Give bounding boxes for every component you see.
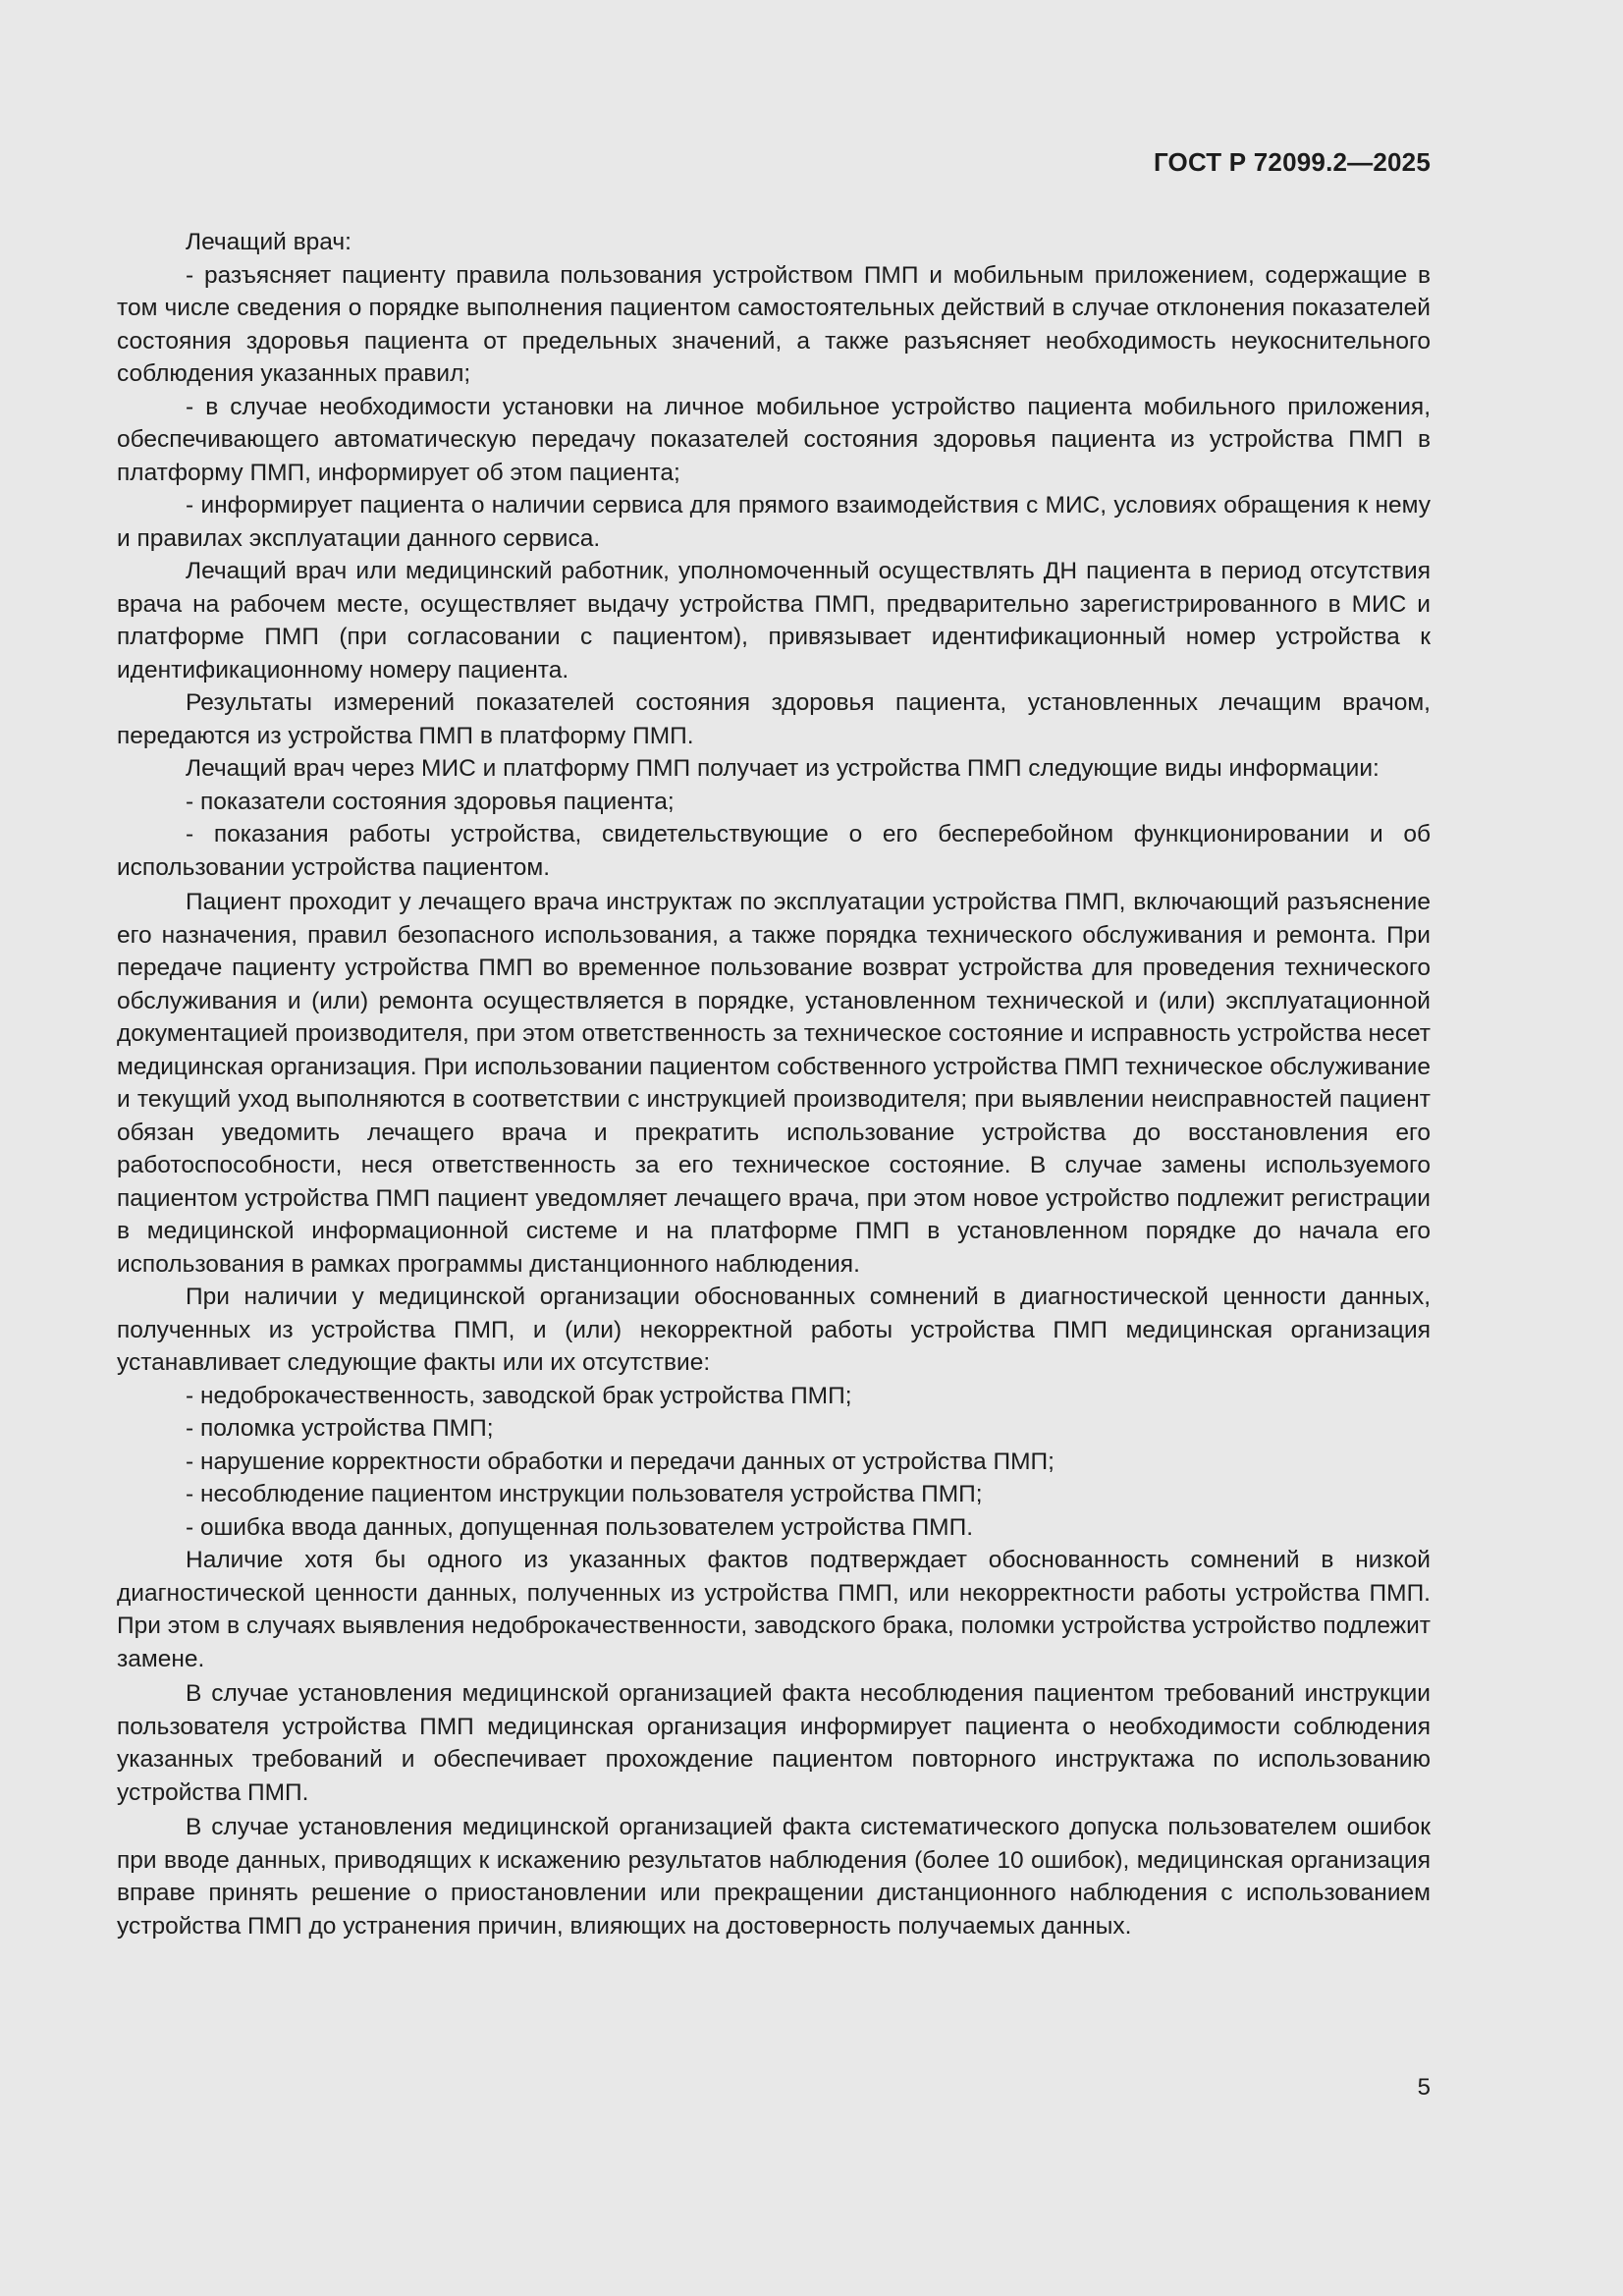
paragraph: Лечащий врач или медицинский работник, уполномоченный осуществлять ДН пациента в период отсутствия врача на рабочем месте, осуществляет выдачу устройства ПМП, предварительно зарегистрированного в МИС и платформе ПМП (при согласовании с пациентом), привязывает идентификационный номер устройства к идентификационному номеру пациента.	[117, 558, 1431, 683]
paragraph: В случае установления медицинской организацией факта систематического допуска пользователем ошибок при вводе данных, приводящих к искажению результатов наблюдения (более 10 ошибок), медицинская организация вправе принять решение о приостановлении или прекращении дистанционного наблюдения с использованием устройства ПМП до устранения причин, влияющих на достоверность получаемых данных.	[117, 1814, 1431, 1940]
document-code-header: ГОСТ Р 72099.2—2025	[1153, 147, 1431, 177]
page-number: 5	[1417, 2074, 1431, 2101]
list-item: - поломка устройства ПМП;	[186, 1415, 494, 1442]
list-item: - ошибка ввода данных, допущенная пользователем устройства ПМП.	[186, 1513, 974, 1541]
list-item: - разъясняет пациенту правила пользования устройством ПМП и мобильным приложением, содержащие в том числе сведения о порядке выполнения пациентом самостоятельных действий в случае отклонения показателей состояния здоровья пациента от предельных значений, а также разъясняет необходимость неукоснительного соблюдения указанных правил;	[117, 261, 1431, 387]
paragraph: Результаты измерений показателей состояния здоровья пациента, установленных лечащим врачом, передаются из устройства ПМП в платформу ПМП.	[117, 689, 1431, 749]
list-item: - информирует пациента о наличии сервиса для прямого взаимодействия с МИС, условиях обращения к нему и правилах эксплуатации данного сервиса.	[117, 492, 1431, 552]
paragraph: В случае установления медицинской организацией факта несоблюдения пациентом требований инструкции пользователя устройства ПМП медицинская организация информирует пациента о необходимости соблюдения указанных требований и обеспечивает прохождение пациентом повторного инструктажа по использованию устройства ПМП.	[117, 1680, 1431, 1806]
paragraph: Лечащий врач:	[186, 229, 352, 255]
paragraph: При наличии у медицинской организации обоснованных сомнений в диагностической ценности данных, полученных из устройства ПМП, и (или) некорректной работы устройства ПМП медицинская организация устанавливает следующие факты или их отсутствие:	[117, 1284, 1431, 1376]
list-item: - нарушение корректности обработки и передачи данных от устройства ПМП;	[186, 1448, 1055, 1475]
paragraph: Лечащий врач через МИС и платформу ПМП получает из устройства ПМП следующие виды информации:	[186, 755, 1380, 782]
paragraph: Пациент проходит у лечащего врача инструктаж по эксплуатации устройства ПМП, включающий разъяснение его назначения, правил безопасного использования, а также порядка технического обслуживания и ремонта. При передаче пациенту устройства ПМП во временное пользование возврат устройства для проведения технического обслуживания и (или) ремонта осуществляется в порядке, установленном технической и (или) эксплуатационной документацией производителя, при этом ответственность за техническое состояние и исправность устройства несет медицинская организация. При использовании пациентом собственного устройства ПМП техническое обслуживание и текущий уход выполняются в соответствии с инструкцией производителя; при выявлении неисправностей пациент обязан уведомить лечащего врача и прекратить использование устройства до восстановления его работоспособности, неся ответственность за его техническое состояние. В случае замены используемого пациентом устройства ПМП пациент уведомляет лечащего врача, при этом новое устройство подлежит регистрации в медицинской информационной системе и на платформе ПМП в установленном порядке до начала его использования в рамках программы дистанционного наблюдения.	[117, 889, 1431, 1278]
list-item: - недоброкачественность, заводской брак устройства ПМП;	[186, 1382, 852, 1409]
list-item: - показания работы устройства, свидетельствующие о его бесперебойном функционировании и об использовании устройства пациентом.	[117, 821, 1431, 881]
list-item: - в случае необходимости установки на личное мобильное устройство пациента мобильного приложения, обеспечивающего автоматическую передачу показателей состояния здоровья пациента из устройства ПМП в платформу ПМП, информирует об этом пациента;	[117, 393, 1431, 486]
document-body	[117, 226, 1431, 1942]
paragraph: Наличие хотя бы одного из указанных фактов подтверждает обоснованность сомнений в низкой диагностической ценности данных, полученных из устройства ПМП, или некорректности работы устройства ПМП. При этом в случаях выявления недоброкачественности, заводского брака, поломки устройства устройство подлежит замене.	[117, 1547, 1431, 1672]
list-item: - показатели состояния здоровья пациента;	[186, 788, 675, 815]
list-item: - несоблюдение пациентом инструкции пользователя устройства ПМП;	[186, 1481, 983, 1507]
